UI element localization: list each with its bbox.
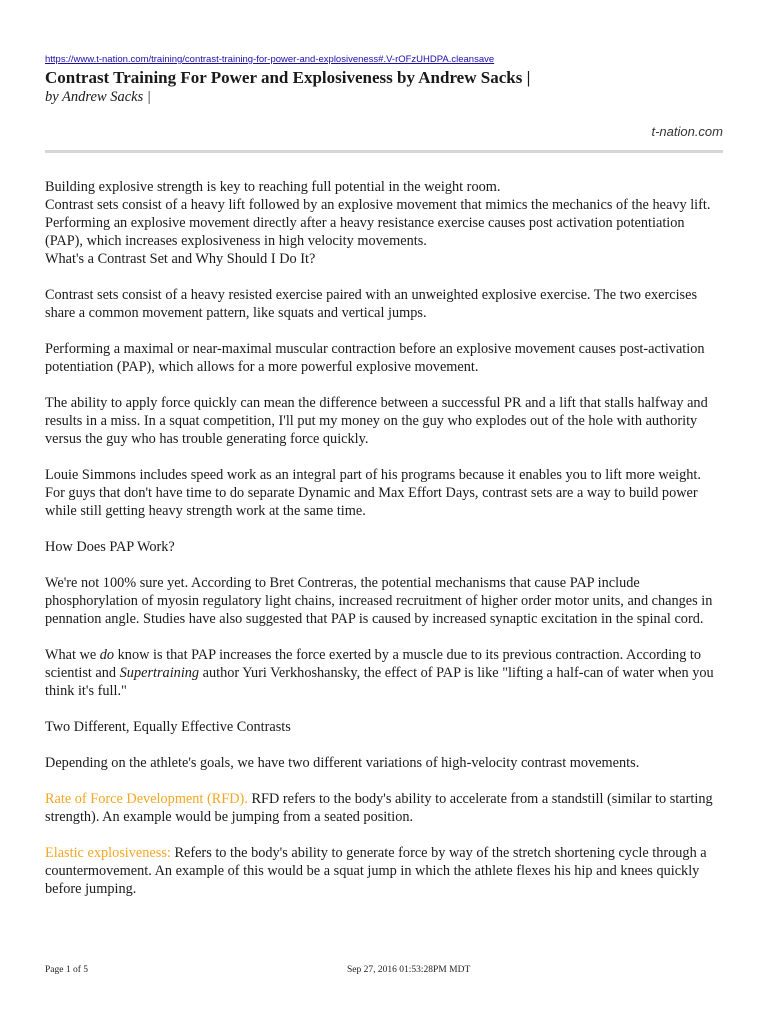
paragraph: Performing a maximal or near-maximal muscular contraction before an explosive movement causes post-activation potentiation (PAP), which allows for a more powerful explosive movement.	[45, 341, 705, 375]
book-title: Supertraining	[119, 665, 200, 681]
paragraph	[45, 646, 723, 700]
section-heading: What's a Contrast Set and Why Should I Do It?	[45, 251, 316, 267]
highlight-term: Elastic explosiveness:	[45, 845, 171, 861]
paragraph	[45, 790, 723, 826]
paragraph	[45, 844, 723, 898]
highlight-term: Rate of Force Development (RFD).	[45, 791, 248, 807]
paragraph-text: Refers to the body's ability to generate force by way of the stretch shortening cycle through a countermovement. An example of this would be a squat jump in which the athlete flexes his hip and knees quickly before jumping.	[45, 845, 707, 897]
site-name: t-nation.com	[651, 124, 723, 139]
paragraph: Contrast sets consist of a heavy resisted exercise paired with an unweighted explosive exercise. The two exercises share a common movement pattern, like squats and vertical jumps.	[45, 287, 698, 321]
paragraph-text: RFD refers to the body's ability to accelerate from a standstill (similar to starting strength). An example would be jumping from a seated position.	[45, 791, 713, 825]
emphasis-text: do	[99, 647, 115, 663]
paragraph: Depending on the athlete's goals, we have two different variations of high-velocity contrast movements.	[45, 755, 640, 771]
article-title: Contrast Training For Power and Explosiveness by Andrew Sacks |	[45, 68, 531, 87]
paragraph-text: author Yuri Verkhoshansky, the effect of PAP is like "lifting a half-can of water when you think it's full."	[45, 665, 714, 699]
page-number: Page 1 of 5	[45, 965, 89, 975]
section-heading: How Does PAP Work?	[45, 539, 175, 555]
paragraph: Louie Simmons includes speed work as an integral part of his programs because it enables you to lift more weight. For guys that don't have time to do separate Dynamic and Max Effort Days, contrast sets are a way to build power while still getting heavy strength work at the same time.	[45, 467, 701, 519]
print-timestamp: Sep 27, 2016 01:53:28PM MDT	[347, 965, 471, 975]
paragraph: We're not 100% sure yet. According to Bret Contreras, the potential mechanisms that cause PAP include phosphorylation of myosin regulatory light chains, increased recruitment of higher order motor units, and changes in pennation angle. Studies have also suggested that PAP is caused by increased synaptic excitation in the spinal cord.	[45, 575, 713, 627]
paragraph-text: know is that PAP increases the force exerted by a muscle due to its previous contraction. According to scientist and	[45, 647, 702, 681]
paragraph: The ability to apply force quickly can mean the difference between a successful PR and a lift that stalls halfway and results in a miss. In a squat competition, I'll put my money on the guy who explodes out of the hole with authority versus the guy who has trouble generating force quickly.	[45, 395, 708, 447]
article-body	[45, 178, 723, 916]
paragraph-text: What we	[45, 647, 100, 663]
article-byline: by Andrew Sacks |	[45, 89, 151, 105]
intro-line: Performing an explosive movement directly after a heavy resistance exercise causes post activation potentiation (PAP), which increases explosiveness in high velocity movements.	[45, 215, 685, 249]
intro-line: Building explosive strength is key to reaching full potential in the weight room.	[45, 179, 501, 195]
intro-line: Contrast sets consist of a heavy lift followed by an explosive movement that mimics the mechanics of the heavy lift.	[45, 197, 711, 213]
section-heading: Two Different, Equally Effective Contrasts	[45, 719, 291, 735]
header-divider	[45, 150, 723, 153]
source-url-link[interactable]: https://www.t-nation.com/training/contrast-training-for-power-and-explosiveness#.V-rOFzUHDPA.cleansave	[45, 54, 495, 65]
